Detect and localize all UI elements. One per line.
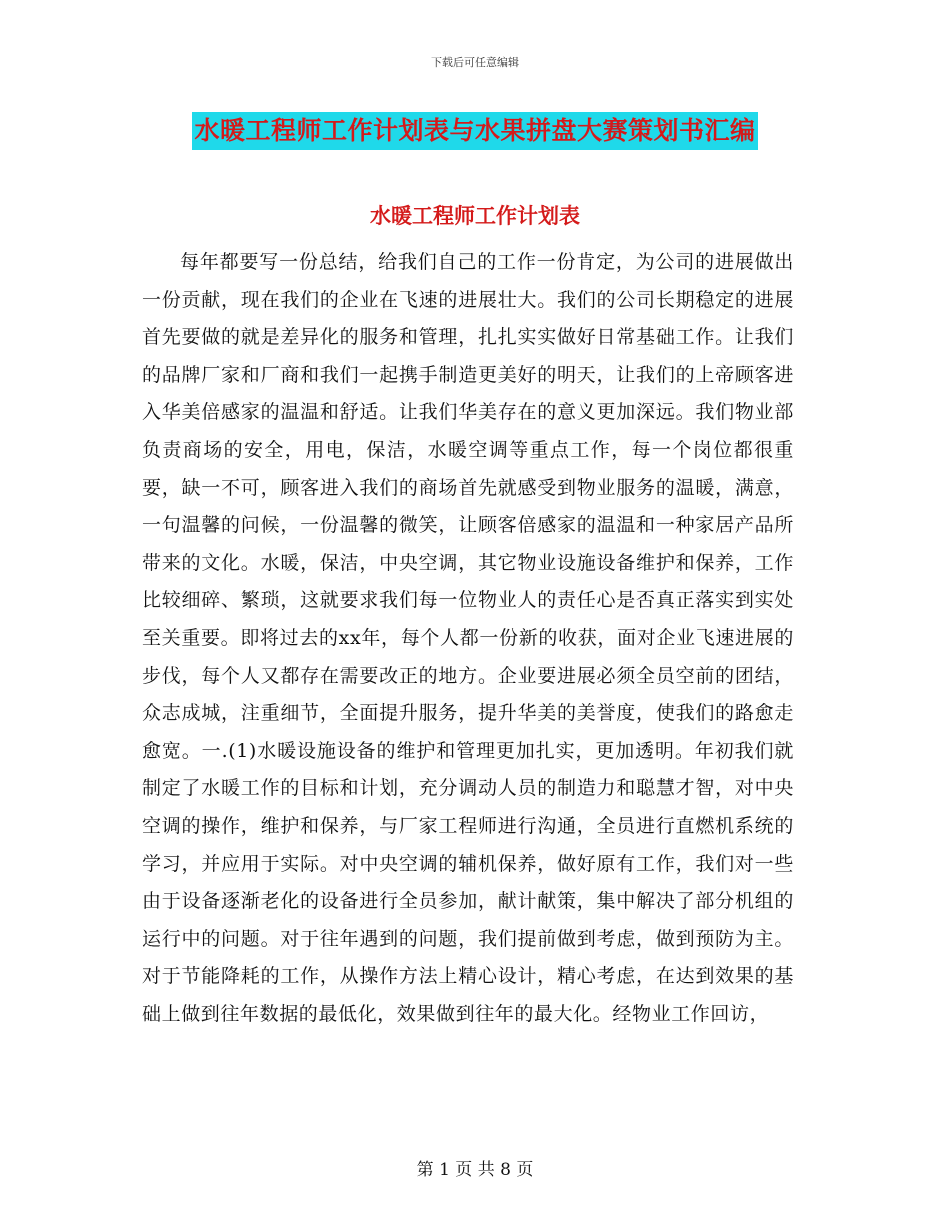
document-title: 水暖工程师工作计划表与水果拼盘大赛策划书汇编 xyxy=(192,112,757,150)
section-title: 水暖工程师工作计划表 xyxy=(370,203,580,228)
document-title-container xyxy=(0,112,950,150)
body-paragraph: 每年都要写一份总结，给我们自己的工作一份肯定，为公司的进展做出一份贡献，现在我们的企业在飞速的进展壮大。我们的公司长期稳定的进展首先要做的就是差异化的服务和管理，扎扎实实做好日常基础工作。让我们的品牌厂家和厂商和我们一起携手制造更美好的明天，让我们的上帝顾客进入华美倍感家的温温和舒适。让我们华美存在的意义更加深远。我们物业部负责商场的安全，用电，保洁，水暖空调等重点工作，每一个岗位都很重要，缺一不可，顾客进入我们的商场首先就感受到物业服务的温暖，满意，一句温馨的问候，一份温馨的微笑，让顾客倍感家的温温和一种家居产品所带来的文化。水暖，保洁，中央空调，其它物业设施设备维护和保养，工作比较细碎、繁琐，这就要求我们每一位物业人的责任心是否真正落实到实处至关重要。即将过去的xx年，每个人都一份新的收获，面对企业飞速进展的步伐，每个人又都存在需要改正的地方。企业要进展必须全员空前的团结，众志成城，注重细节，全面提升服务，提升华美的美誉度，使我们的路愈走愈宽。一.(1)水暖设施设备的维护和管理更加扎实，更加透明。年初我们就制定了水暖工作的目标和计划，充分调动人员的制造力和聪慧才智，对中央空调的操作，维护和保养，与厂家工程师进行沟通，全员进行直燃机系统的学习，并应用于实际。对中央空调的辅机保养，做好原有工作，我们对一些由于设备逐渐老化的设备进行全员参加，献计献策，集中解决了部分机组的运行中的问题。对于往年遇到的问题，我们提前做到考虑，做到预防为主。对于节能降耗的工作，从操作方法上精心设计，精心考虑，在达到效果的基础上做到往年数据的最低化，效果做到往年的最大化。经物业工作回访， xyxy=(142,251,794,1025)
header-note: 下载后可任意编辑 xyxy=(431,56,519,69)
page-number-footer: 第 1 页 共 8 页 xyxy=(416,1160,534,1180)
